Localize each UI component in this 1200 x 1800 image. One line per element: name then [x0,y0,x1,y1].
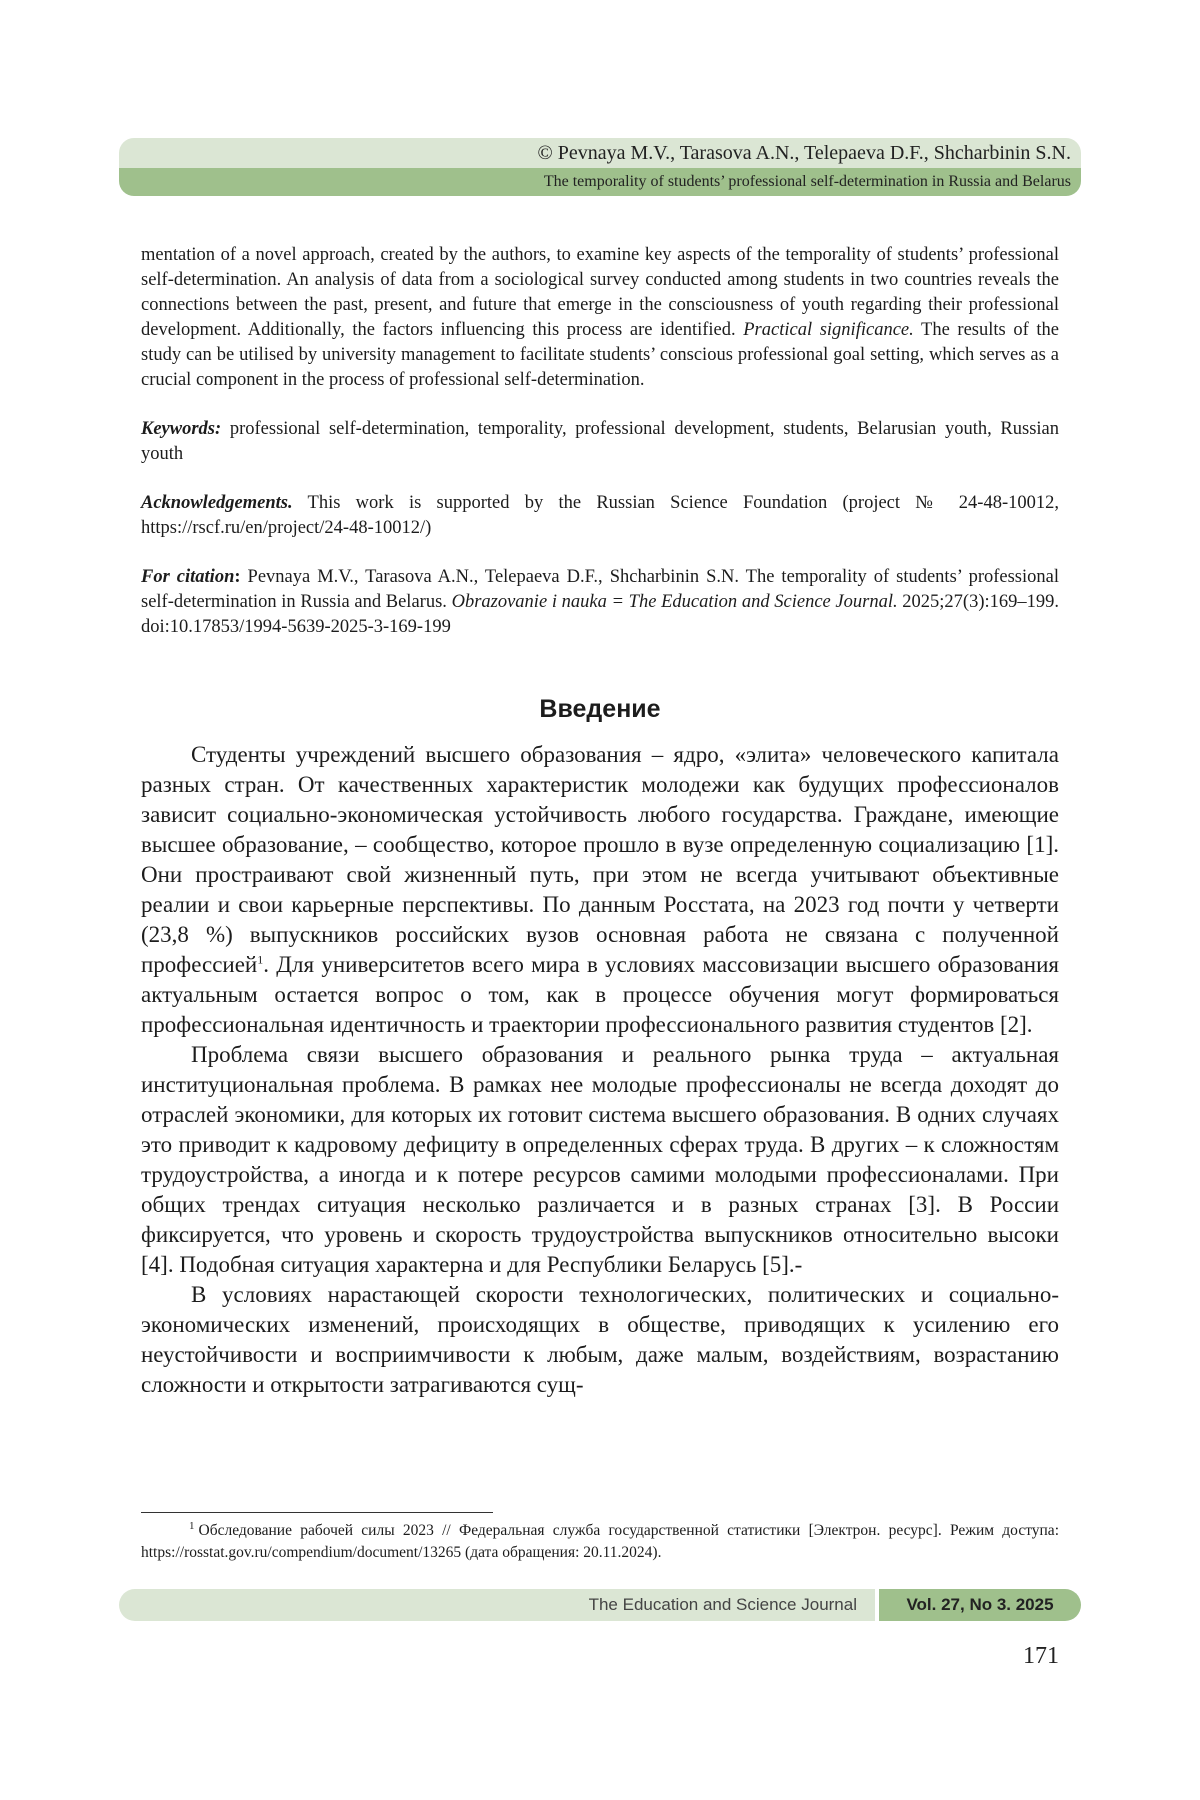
page-number: 171 [1023,1643,1059,1669]
footer-journal-name: The Education and Science Journal [119,1589,875,1621]
keywords-text: professional self-determination, temporality, professional development, students, Belarusian youth, Russian youth [141,419,1059,464]
paragraph-2: Проблема связи высшего образования и реального рынка труда – актуальная институциональная проблема. В рамках нее молодые профессионалы не всегда доходят до отраслей экономики, для которых их готовит система высшего образования. В одних случаях это приводит к кадровому дефициту в определенных сферах труда. В других – к сложностям трудоустройства, а иногда и к потере ресурсов самими молодыми профессионалами. При общих трендах ситуация несколько различается и в разных странах [3]. В России фиксируется, что уровень и скорость трудоустройства выпускников относительно высоки [4]. Подобная ситуация характерна и для Республики Беларусь [5].- [141,1042,1059,1277]
footnote-number: 1 [189,1519,195,1532]
footer-issue: Vol. 27, No 3. 2025 [879,1589,1081,1621]
acknowledgements-text: This work is supported by the Russian Science Foundation (project № 24-48-10012, https://rscf.ru/en/project/24-48-10012/) [141,493,1059,538]
citation [141,565,1059,640]
footnote-reference[interactable]: 1 [257,952,264,967]
header-article-title: The temporality of students’ professional self-determination in Russia and Belarus [119,168,1081,196]
running-footer [119,1589,1081,1621]
paragraph-1-a: Студенты учреждений высшего образования – ядро, «элита» человеческого капитала разных стран. От качественных характеристик молодежи как будущих профессионалов зависит социально-экономическая устойчивость любого государства. Граждане, имеющие высшее образование, – сообщество, которое прошло в вузе определенную социализацию [1]. Они простраивают свой жизненный путь, при этом не всегда учитывают объективные реалии и свои карьерные перспективы. По данным Росстата, на 2023 год почти у четверти (23,8 %) выпускников российских вузов основная работа не связана с полученной профессией [141,742,1059,977]
citation-text2: 2025;27(3):169–199. doi:10.17853/1994-5639-2025-3-169-199 [141,592,1059,637]
footnote [141,1520,1059,1564]
citation-colon: : [234,567,241,587]
footnote-divider [141,1512,493,1513]
keywords [141,417,1059,467]
running-header [119,138,1081,196]
paragraph-3: В условиях нарастающей скорости технологических, политических и социально-экономических изменений, происходящих в обществе, приводящих к усилению его неустойчивости и восприимчивости к любым, даже малым, воздействиям, возрастанию сложности и открытости затрагиваются сущ- [141,1282,1059,1397]
acknowledgements-label: Acknowledgements. [141,493,293,513]
acknowledgements [141,491,1059,541]
section-title: Введение [539,695,661,723]
practical-significance-label: Practical significance. [743,320,914,340]
abstract-part2: The results of the study can be utilised by university management to facilitate students’ conscious professional goal setting, which serves as a crucial component in the process of professional self-determination. [141,320,1059,390]
abstract-text [141,243,1059,393]
citation-journal: Obrazovanie i nauka = The Education and Science Journal. [451,592,898,612]
header-authors: © Pevnaya M.V., Tarasova A.N., Telepaeva D.F., Shcharbinin S.N. [119,138,1081,168]
abstract-block [141,243,1059,664]
paragraph-1 [141,740,1059,1040]
abstract-part1: mentation of a novel approach, created by the authors, to examine key aspects of the temporality of students’ professional self-determination. An analysis of data from a sociological survey conducted among students in two countries reveals the connections between the past, present, and future that emerge in the consciousness of youth regarding their professional development. Additionally, the factors influencing this process are identified. [141,245,1059,340]
footnote-text: Обследование рабочей силы 2023 // Федеральная служба государственной статистики [Электрон. ресурс]. Режим доступа: https://rosstat.gov.ru/compendium/document/13265 (дата обращения: 20.11.2024). [141,1522,1059,1561]
keywords-label: Keywords: [141,419,222,439]
citation-text1: Pevnaya M.V., Tarasova A.N., Telepaeva D.F., Shcharbinin S.N. The temporality of students’ professional self-determination in Russia and Belarus. [141,567,1059,612]
body-text [141,740,1059,1400]
paragraph-1-b: . Для университетов всего мира в условиях массовизации высшего образования актуальным остается вопрос о том, как в процессе обучения могут формироваться профессиональная идентичность и траектории профессионального развития студентов [2]. [141,952,1059,1037]
citation-label: For citation [141,567,235,587]
